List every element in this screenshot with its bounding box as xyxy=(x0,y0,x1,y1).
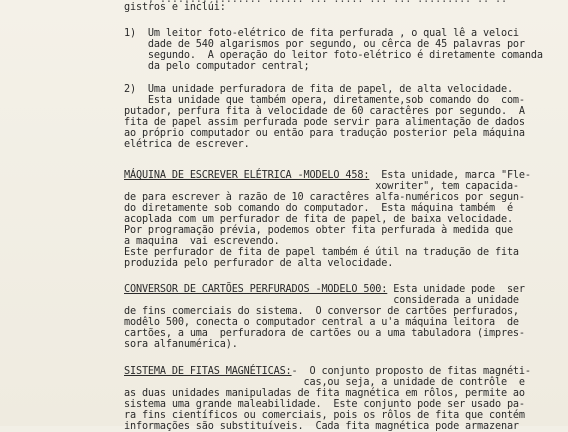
section-3-heading-row xyxy=(124,366,531,377)
item-2-line-1: 2) Uma unidade perfuradora de fita de papel, de alta velocidade. xyxy=(124,84,513,95)
section-2-line-3: de fins comerciais do sistema. O conversor de cartões perfurados, xyxy=(124,306,519,317)
section-2-line-4: modêlo 500, conecta o computador central a u'a máquina leitora de xyxy=(124,317,519,328)
item-2-line-6: elétrica de escrever. xyxy=(124,139,250,150)
item-2-line-3: putador, perfura fita à velocidade de 60 caractêres por segundo. A xyxy=(124,106,525,117)
section-3-line-5: ra fins científicos ou comerciais, pois os rôlos de fita que contém xyxy=(124,410,525,421)
section-1-line-5: acoplada com um perfurador de fita de papel, de baixa velocidade. xyxy=(124,214,513,225)
section-1-line-8: Este perfurador de fita de papel também é útil na tradução de fita xyxy=(124,247,519,258)
section-1-line-2: xowriter", tem capacida- xyxy=(124,181,519,192)
section-1-line-3: de para escrever à razão de 10 caractêres alfa-numéricos por segun- xyxy=(124,192,525,203)
section-2-line-1: Esta unidade pode ser xyxy=(387,284,525,295)
item-1-line-3: segundo. A operação do leitor foto-elétrico é diretamente comanda xyxy=(124,50,543,61)
section-2-line-6: sora alfanumérica). xyxy=(124,339,238,350)
section-3-line-3: as duas unidades manipuladas de fita magnética em rôlos, permite ao xyxy=(124,388,525,399)
top-partial-line-2: gistros e inclúi: xyxy=(124,2,226,13)
section-2-line-5: cartões, a uma perfuradora de cartões ou a uma tabuladora (impres- xyxy=(124,328,525,339)
section-2-heading-row xyxy=(124,284,525,295)
section-1-heading-row xyxy=(124,170,531,181)
section-2-heading: CONVERSOR DE CARTÕES PERFURADOS -MODELO 500: xyxy=(124,284,388,295)
section-1-line-1: Esta unidade, marca "Fle- xyxy=(369,170,531,181)
item-2-line-2: Esta unidade que também opera, diretamente,sob comando do com- xyxy=(124,95,525,106)
section-3-line-6: informações são substituíveis. Cada fita magnética pode armazenar xyxy=(124,421,519,432)
section-2-line-2: considerada a unidade xyxy=(124,295,519,306)
section-3-line-1: - O conjunto proposto de fitas magnéti- xyxy=(291,366,531,377)
section-1-line-4: do diretamente sob comando do computador. Esta máquina também é xyxy=(124,203,513,214)
section-3-line-2: cas,ou seja, a unidade de contrôle e xyxy=(124,377,525,388)
item-1-line-4: da pelo computador central; xyxy=(124,61,310,72)
section-3-heading: SISTEMA DE FITAS MAGNÉTICAS: xyxy=(124,366,292,377)
section-3-line-4: sistema uma grande maleabilidade. Este conjunto pode ser usado pa- xyxy=(124,399,525,410)
item-1-line-2: dade de 540 algarismos por segundo, ou cêrca de 45 palavras por xyxy=(124,39,525,50)
section-1-heading: MÁQUINA DE ESCREVER ELÉTRICA -MODELO 458: xyxy=(124,170,370,181)
item-2-line-4: fita de papel assim perfurada pode servir para alimentação de dados xyxy=(124,117,525,128)
section-1-line-7: a maquina vai escrevendo. xyxy=(124,236,280,247)
item-1-line-1: 1) Um leitor foto-elétrico de fita perfurada , o qual lê a veloci xyxy=(124,28,519,39)
section-1-line-6: Por programação prévia, podemos obter fita perfurada à medida que xyxy=(124,225,513,236)
section-1-line-9: produzida pelo perfurador de alta velocidade. xyxy=(124,258,394,269)
item-2-line-5: ao próprio computador ou então para tradução posterior pela máquina xyxy=(124,128,525,139)
